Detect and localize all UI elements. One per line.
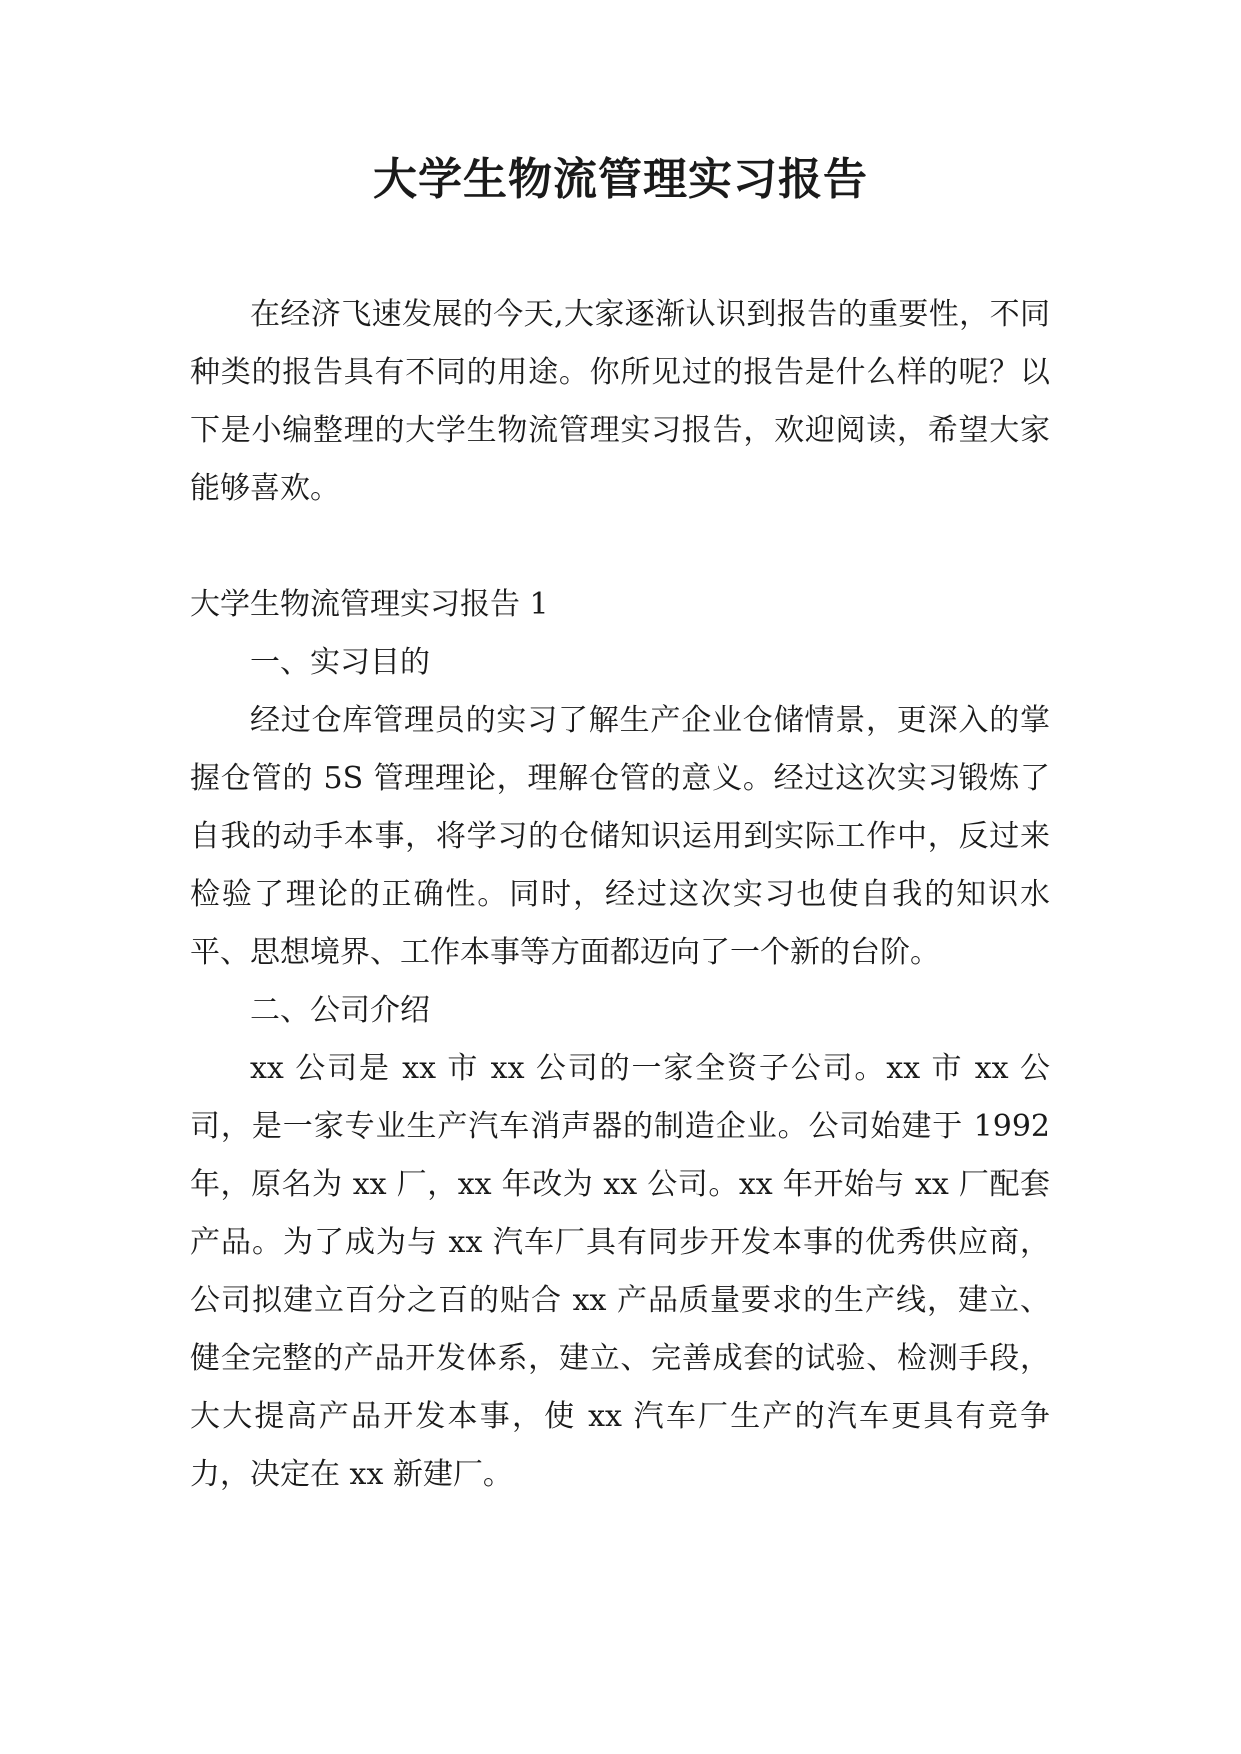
section-paragraph-purpose: 经过仓库管理员的实习了解生产企业仓储情景，更深入的掌握仓管的 5S 管理理论，理解仓管的意义。经过这次实习锻炼了自我的动手本事，将学习的仓储知识运用到实际工作中，反过来检验了理论的正确性。同时，经过这次实习也使自我的知识水平、思想境界、工作本事等方面都迈向了一个新的台阶。 bbox=[190, 703, 1050, 970]
section-heading-purpose: 一、实习目的 bbox=[250, 645, 430, 680]
document-body bbox=[190, 286, 1050, 1504]
report-heading: 大学生物流管理实习报告 1 bbox=[190, 587, 549, 622]
intro-paragraph: 在经济飞速发展的今天,大家逐渐认识到报告的重要性，不同种类的报告具有不同的用途。你所见过的报告是什么样的呢？以下是小编整理的大学生物流管理实习报告，欢迎阅读，希望大家能够喜欢。 bbox=[190, 297, 1050, 506]
section-paragraph-company: xx 公司是 xx 市 xx 公司的一家全资子公司。xx 市 xx 公司，是一家专业生产汽车消声器的制造企业。公司始建于 1992 年，原名为 xx 厂，xx 年改为 xx 公司。xx 年开始与 xx 厂配套产品。为了成为与 xx 汽车厂具有同步开发本事的优秀供应商，公司拟建立百分之百的贴合 xx 产品质量要求的生产线，建立、健全完整的产品开发体系，建立、完善成套的试验、检测手段，大大提高产品开发本事，使 xx 汽车厂生产的汽车更具有竞争力，决定在 xx 新建厂。 bbox=[190, 1051, 1050, 1492]
section-heading-company: 二、公司介绍 bbox=[250, 993, 430, 1028]
paragraph-gap bbox=[190, 518, 1050, 576]
document-title: 大学生物流管理实习报告 bbox=[373, 154, 868, 205]
